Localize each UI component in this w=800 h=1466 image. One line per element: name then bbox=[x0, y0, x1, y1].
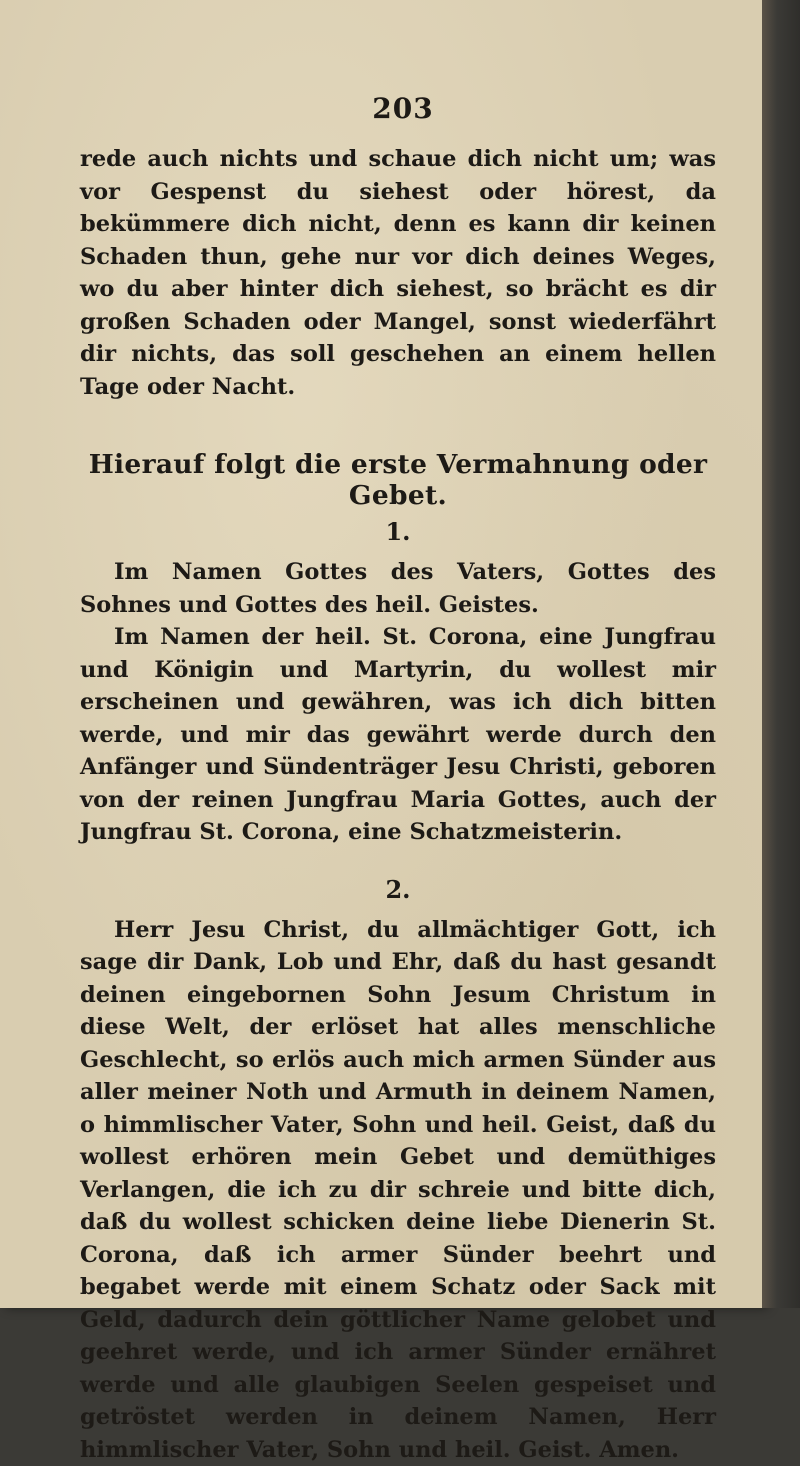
page-edge-shadow bbox=[762, 0, 800, 1308]
prayer-2-paragraph-1: Herr Jesu Christ, du allmächtiger Gott, ich sage dir Dank, Lob und Ehr, daß du hast gesandt deinen eingebornen Sohn Jesum Christum in diese Welt, der erlöset hat alles menschliche Geschlecht, so erlös auch mich armen Sünder aus aller meiner Noth und Armuth in deinem Namen, o himmlischer Vater, Sohn und heil. Geist, daß du wollest erhören mein Gebet und demüthiges Verlangen, die ich zu dir schreie und bitte dich, daß du wollest schicken deine liebe Dienerin St. Corona, daß ich armer Sünder beehrt und begabet werde mit einem Schatz oder Sack mit Geld, dadurch dein göttlicher Name gelobet und geehret werde, und ich armer Sünder ernähret werde und alle glaubigen Seelen gespeiset und getröstet werden in deinem Namen, Herr himmlischer Vater, Sohn und heil. Geist. Amen. bbox=[80, 914, 716, 1466]
section-number-2: 2. bbox=[80, 875, 716, 904]
intro-paragraph: rede auch nichts und schaue dich nicht um; was vor Gespenst du siehest oder hörest, da bekümmere dich nicht, denn es kann dir keinen Schaden thun, gehe nur vor dich deines Weges, wo du aber hinter dich siehest, so brächt es dir großen Schaden oder Mangel, sonst wiederfährt dir nichts, das soll geschehen an einem hellen Tage oder Nacht. bbox=[80, 143, 716, 403]
section-gap bbox=[80, 849, 716, 875]
page-content bbox=[80, 92, 716, 1466]
section-number-1: 1. bbox=[80, 517, 716, 546]
page-number: 203 bbox=[80, 92, 716, 125]
prayer-1-paragraph-2: Im Namen der heil. St. Corona, eine Jungfrau und Königin und Martyrin, du wollest mir erscheinen und gewähren, was ich dich bitten werde, und mir das gewährt werde durch den Anfänger und Sündenträger Jesu Christi, geboren von der reinen Jungfrau Maria Gottes, auch der Jungfrau St. Corona, eine Schatzmeisterin. bbox=[80, 621, 716, 849]
prayer-1-paragraph-1: Im Namen Gottes des Vaters, Gottes des Sohnes und Gottes des heil. Geistes. bbox=[80, 556, 716, 621]
section-heading: Hierauf folgt die erste Vermahnung oder Gebet. bbox=[80, 449, 716, 511]
